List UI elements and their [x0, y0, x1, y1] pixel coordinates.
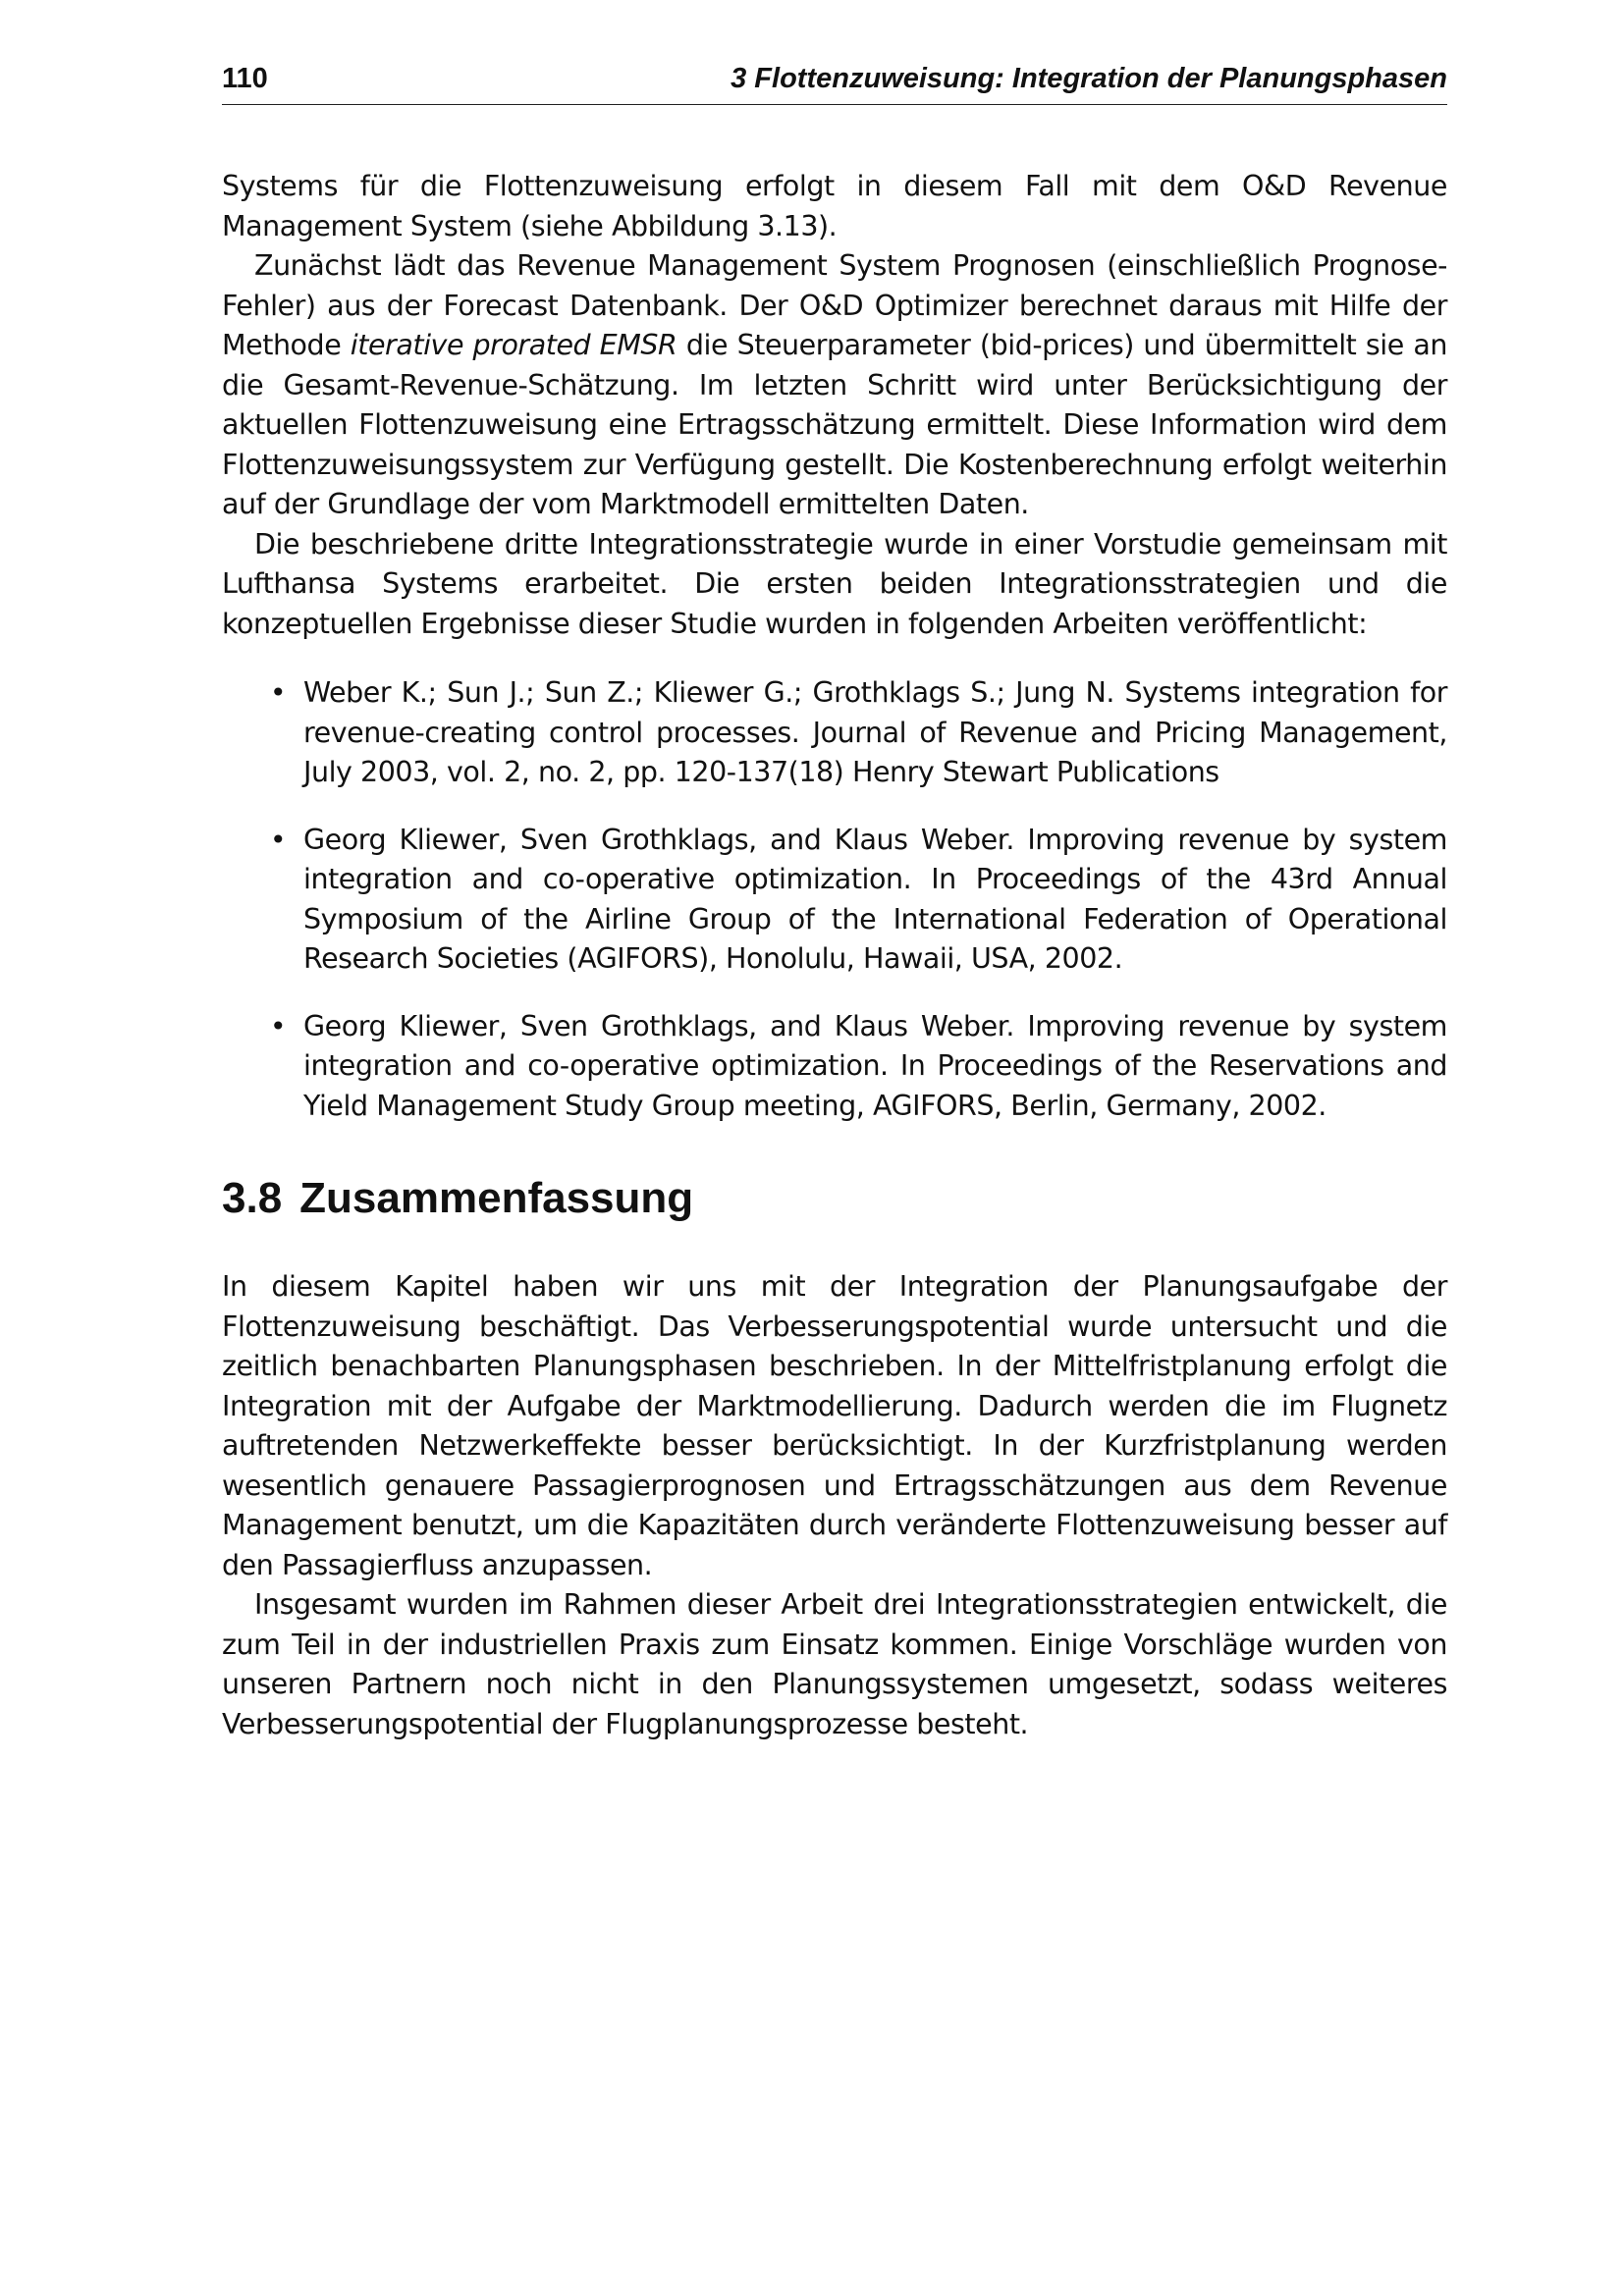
body-text [222, 167, 1447, 1744]
paragraph-summary-conclusion: Insgesamt wurden im Rahmen dieser Arbeit drei Integrationsstrategien entwickelt, die zum Teil in der industriellen Praxis zum Einsatz kommen. Einige Vorschläge wurden von unseren Partnern noch nicht in den Planungssystemen umgesetzt, sodass weiteres Verbesserungspotential der Flugplanungsprozesse besteht. [222, 1588, 1447, 1740]
publication-item [222, 821, 1447, 980]
page-number: 110 [222, 63, 268, 94]
paragraph-text-part: die Steuerparameter (bid-prices) und übermittelt sie an die Gesamt-Revenue-Schätzung. Im letzten Schritt wird unter Berücksichtigung der aktuellen Flottenzuweisung eine Ertragsschätzung ermittelt. Diese Information wird dem Flottenzuweisungssystem zur Verfügung gestellt. Die Kostenberechnung erfolgt weiterhin auf der Grundlage der vom Marktmodell ermittelten Daten. [222, 329, 1447, 520]
section-title: Zusammenfassung [299, 1174, 694, 1222]
section-number: 3.8 [222, 1174, 283, 1222]
chapter-title: 3 Flottenzuweisung: Integration der Planungsphasen [731, 63, 1447, 94]
bullet-icon: • [270, 823, 287, 856]
bullet-icon: • [270, 1009, 287, 1042]
paragraph-revenue-management [222, 246, 1447, 525]
paragraph-text-part: Zunächst lädt das Revenue Management System Prognosen (einschließlich Prognose-Fehler) aus der Forecast Datenbank. Der O&D Optimizer berechnet daraus mit Hilfe der Methode [222, 249, 1447, 361]
publication-text: Georg Kliewer, Sven Grothklags, and Klaus Weber. Improving revenue by system integration and co-operative optimization. In Proceedings of the Reservations and Yield Management Study Group meeting, AGIFORS, Berlin, Germany, 2002. [303, 1009, 1447, 1122]
publication-text: Weber K.; Sun J.; Sun Z.; Kliewer G.; Grothklags S.; Jung N. Systems integration for revenue-creating control processes. Journal of Revenue and Pricing Management, July 2003, vol. 2, no. 2, pp. 120-137(18) Henry Stewart Publications [303, 676, 1447, 788]
section-heading [222, 1173, 1447, 1224]
publication-item [222, 1007, 1447, 1127]
paragraph-integration-strategy: Die beschriebene dritte Integrationsstrategie wurde in einer Vorstudie gemeinsam mit Lufthansa Systems erarbeitet. Die ersten beiden Integrationsstrategien und die konzeptuellen Ergebnisse dieser Studie wurden in folgenden Arbeiten veröffentlicht: [222, 527, 1447, 640]
paragraph-summary: In diesem Kapitel haben wir uns mit der Integration der Planungsaufgabe der Flottenzuweisung beschäftigt. Das Verbesserungspotential wurde untersucht und die zeitlich benachbarten Planungsphasen beschrieben. In der Mittelfristplanung erfolgt die Integration mit der Aufgabe der Marktmodellierung. Dadurch werden die im Flugnetz auftretenden Netzwerkeffekte besser berücksichtigt. In der Kurzfristplanung werden wesentlich genauere Passagierprognosen und Ertragsschätzungen aus dem Revenue Management benutzt, um die Kapazitäten durch veränderte Flottenzuweisung besser auf den Passagierfluss anzupassen. [222, 1270, 1447, 1581]
bullet-icon: • [270, 676, 287, 709]
running-header [222, 61, 1447, 105]
paragraph-continuation: Systems für die Flottenzuweisung erfolgt in diesem Fall mit dem O&D Revenue Management System (siehe Abbildung 3.13). [222, 170, 1447, 242]
publication-text: Georg Kliewer, Sven Grothklags, and Klaus Weber. Improving revenue by system integration and co-operative optimization. In Proceedings of the 43rd Annual Symposium of the Airline Group of the International Federation of Operational Research Societies (AGIFORS), Honolulu, Hawaii, USA, 2002. [303, 823, 1447, 975]
publication-list [222, 673, 1447, 1126]
method-name: iterative prorated EMSR [350, 329, 677, 361]
publication-item [222, 673, 1447, 793]
